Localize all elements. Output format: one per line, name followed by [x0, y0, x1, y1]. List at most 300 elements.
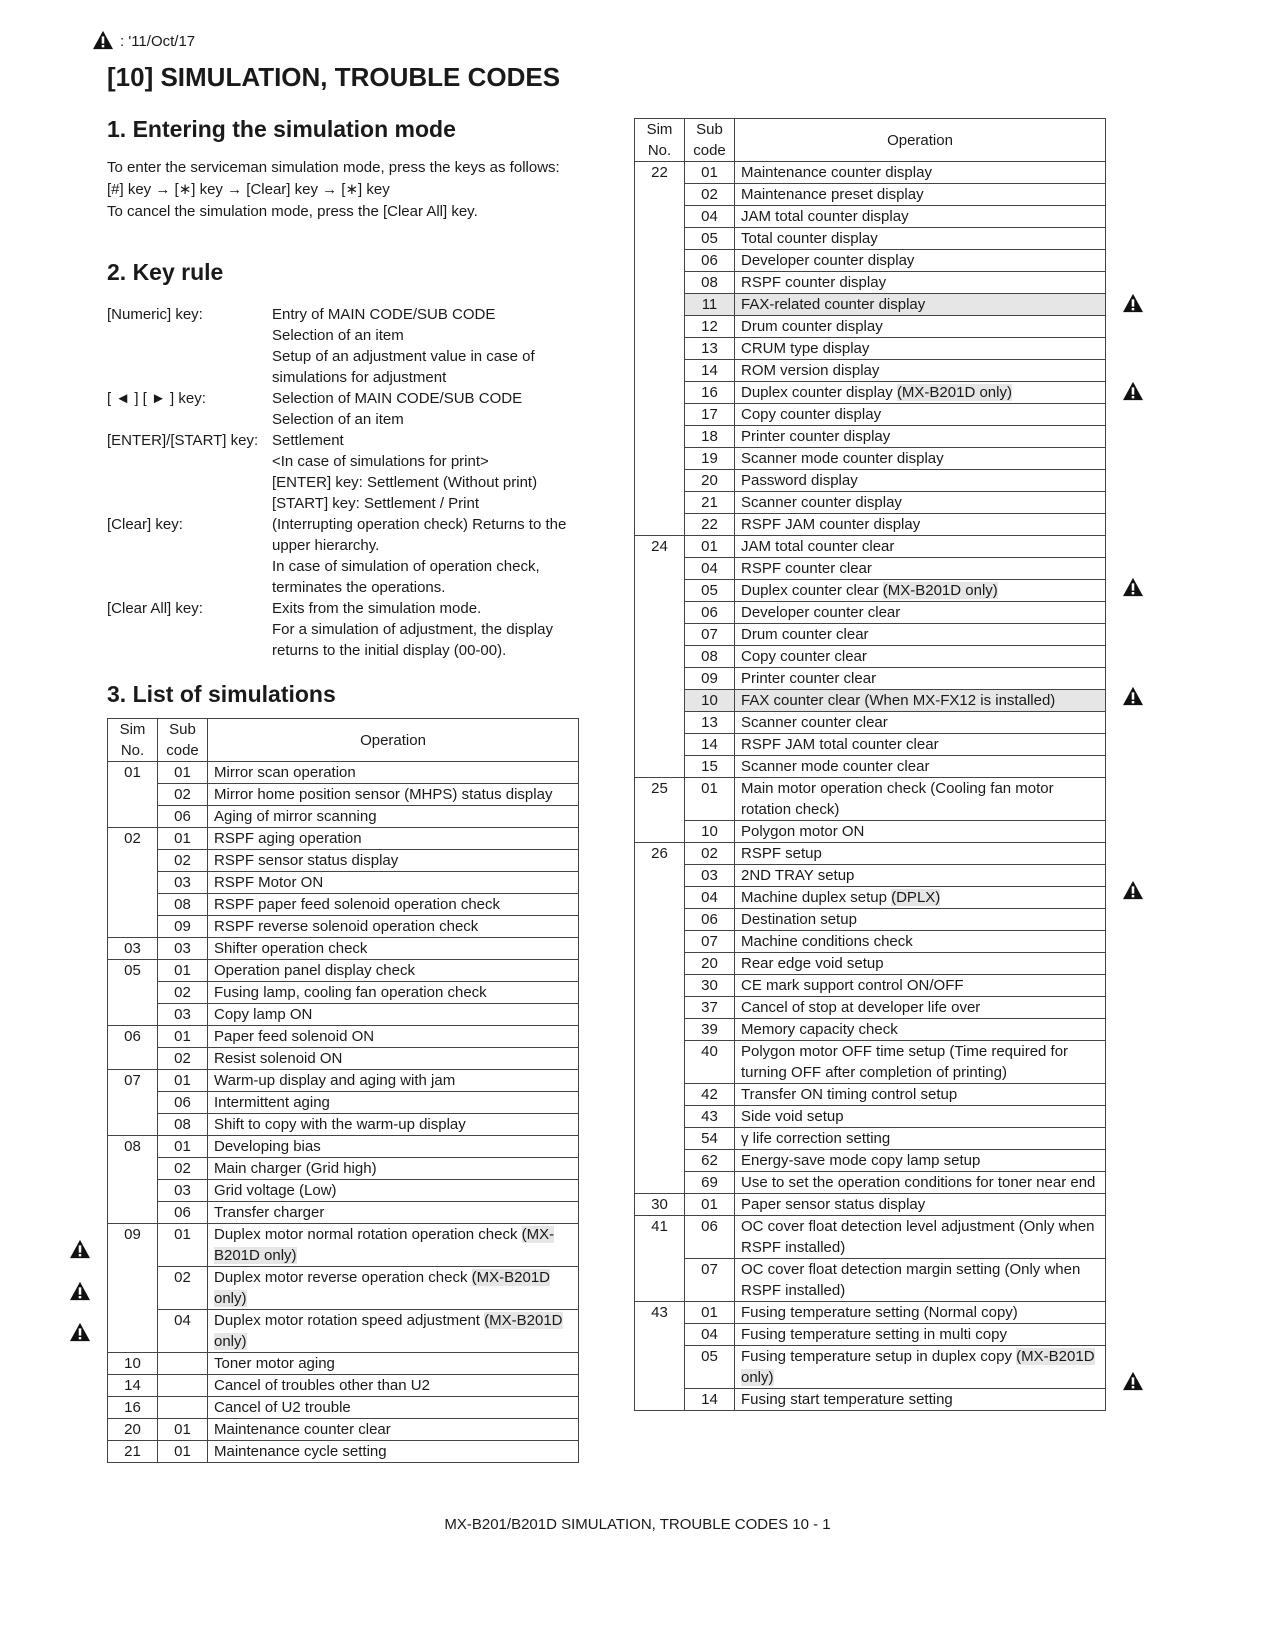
operation-text: Transfer ON timing control setup [741, 1086, 958, 1103]
section-title: 2. Key rule [107, 259, 224, 285]
table-row [108, 1136, 579, 1158]
key-rule-row [107, 430, 579, 514]
operation-text: Fusing temperature setup in duplex copy [741, 1348, 1012, 1365]
sub-code: 06 [685, 909, 735, 931]
table-row [108, 1158, 579, 1180]
operation-cell [208, 1310, 579, 1353]
operation-cell [735, 316, 1106, 338]
operation-cell [735, 448, 1106, 470]
operation-cell [735, 206, 1106, 228]
sub-code: 02 [158, 982, 208, 1004]
col-header-sim: Sim No. [635, 119, 685, 162]
sub-code: 13 [685, 338, 735, 360]
operation-cell [208, 960, 579, 982]
key-rule-key: [ENTER]/[START] key: [107, 432, 259, 449]
operation-cell [735, 1324, 1106, 1346]
operation-text: Drum counter clear [741, 626, 869, 643]
table-row [635, 1106, 1106, 1128]
operation-cell [208, 828, 579, 850]
sub-code: 03 [158, 1180, 208, 1202]
operation-text: Destination setup [741, 911, 857, 928]
table-row [635, 162, 1106, 184]
sub-code: 01 [685, 162, 735, 184]
operation-cell [735, 778, 1106, 821]
sim-number: 03 [108, 938, 158, 960]
warning-triangle-icon [1122, 293, 1144, 313]
operation-text: Scanner counter clear [741, 714, 888, 731]
table-row [108, 784, 579, 806]
operation-text: Cancel of troubles other than U2 [214, 1377, 430, 1394]
sub-code: 02 [158, 1267, 208, 1310]
sub-code: 10 [685, 690, 735, 712]
table-row [635, 931, 1106, 953]
sim-number: 30 [635, 1194, 685, 1216]
section-title: 3. List of simulations [107, 681, 336, 707]
operation-text: Mirror scan operation [214, 764, 356, 781]
table-row [635, 382, 1106, 404]
operation-cell [208, 916, 579, 938]
col-header-sim: Sim No. [108, 719, 158, 762]
sim-number: 10 [108, 1353, 158, 1375]
table-row [635, 1084, 1106, 1106]
table-row [635, 887, 1106, 909]
operation-cell [735, 690, 1106, 712]
sub-code: 04 [685, 558, 735, 580]
sub-code: 16 [685, 382, 735, 404]
table-row [108, 1070, 579, 1092]
key-rule-key: [Numeric] key: [107, 306, 203, 323]
table-row [635, 1128, 1106, 1150]
operation-text: Scanner mode counter display [741, 450, 944, 467]
operation-cell [208, 1026, 579, 1048]
table-row [635, 250, 1106, 272]
sub-code: 03 [158, 938, 208, 960]
operation-text: Developing bias [214, 1138, 321, 1155]
table-row [635, 624, 1106, 646]
operation-text: Memory capacity check [741, 1021, 898, 1038]
operation-text: Copy counter display [741, 406, 882, 423]
sub-code: 04 [158, 1310, 208, 1353]
operation-cell [735, 931, 1106, 953]
operation-cell [735, 953, 1106, 975]
operation-text: Polygon motor OFF time setup (Time required for turning OFF after completion of printing) [741, 1043, 1069, 1081]
sim-number: 05 [108, 960, 158, 1026]
operation-text: Drum counter display [741, 318, 883, 335]
operation-highlight: (MX-B201D only) [741, 1348, 1095, 1386]
col-header-operation: Operation [735, 119, 1106, 162]
sim-number: 06 [108, 1026, 158, 1070]
sub-code: 15 [685, 756, 735, 778]
key-rule-description-line: Settlement [272, 432, 344, 449]
operation-text: Grid voltage (Low) [214, 1182, 337, 1199]
sub-code: 08 [685, 646, 735, 668]
operation-cell [735, 843, 1106, 865]
sub-code: 22 [685, 514, 735, 536]
operation-text: RSPF sensor status display [214, 852, 399, 869]
key-rule-description [272, 388, 579, 430]
operation-text: Intermittent aging [214, 1094, 330, 1111]
table-row [108, 762, 579, 784]
table-row [108, 1092, 579, 1114]
operation-text: Developer counter clear [741, 604, 901, 621]
operation-cell [735, 558, 1106, 580]
operation-text: RSPF Motor ON [214, 874, 324, 891]
sub-code: 03 [685, 865, 735, 887]
table-row [108, 872, 579, 894]
warning-triangle-icon [1122, 880, 1144, 900]
operation-text: FAX counter clear (When MX-FX12 is installed) [741, 692, 1056, 709]
sim-number: 07 [108, 1070, 158, 1136]
operation-cell [735, 250, 1106, 272]
table-row [635, 821, 1106, 843]
operation-text: Paper feed solenoid ON [214, 1028, 375, 1045]
table-row [108, 1048, 579, 1070]
operation-cell [735, 997, 1106, 1019]
sub-code [158, 1353, 208, 1375]
table-row [635, 1302, 1106, 1324]
operation-cell [735, 1128, 1106, 1150]
operation-cell [735, 668, 1106, 690]
sub-code: 02 [158, 850, 208, 872]
key-rule-list [107, 304, 579, 661]
sub-code: 42 [685, 1084, 735, 1106]
page-footer: MX-B201/B201D SIMULATION, TROUBLE CODES 10 - 1 [444, 1516, 831, 1533]
operation-cell [208, 784, 579, 806]
sub-code: 05 [685, 1346, 735, 1389]
table-row [635, 1216, 1106, 1259]
operation-text: Password display [741, 472, 858, 489]
table-row [635, 184, 1106, 206]
operation-cell [735, 492, 1106, 514]
operation-text: Duplex counter display [741, 384, 893, 401]
section-title: 1. Entering the simulation mode [107, 116, 456, 142]
operation-text: Operation panel display check [214, 962, 415, 979]
sub-code: 06 [158, 1092, 208, 1114]
operation-cell [735, 514, 1106, 536]
sub-code: 07 [685, 624, 735, 646]
table-row [108, 894, 579, 916]
key-rule-description-line: For a simulation of adjustment, the display returns to the initial display (00-00). [272, 621, 553, 659]
operation-cell [208, 982, 579, 1004]
operation-cell [735, 646, 1106, 668]
table-row [108, 1353, 579, 1375]
operation-cell [735, 975, 1106, 997]
sim-number: 02 [108, 828, 158, 938]
sub-code: 54 [685, 1128, 735, 1150]
operation-cell [735, 1041, 1106, 1084]
operation-text: RSPF JAM total counter clear [741, 736, 939, 753]
table-row [635, 294, 1106, 316]
operation-text: Aging of mirror scanning [214, 808, 377, 825]
operation-cell [735, 909, 1106, 931]
key-rule-description-line: In case of simulation of operation check, terminates the operations. [272, 558, 540, 596]
key-rule-key: [ ◄ ] [ ► ] key: [107, 390, 206, 407]
sub-code: 12 [685, 316, 735, 338]
operation-cell [735, 294, 1106, 316]
key-rule-row [107, 304, 579, 388]
operation-cell [208, 1048, 579, 1070]
operation-text: RSPF reverse solenoid operation check [214, 918, 479, 935]
operation-cell [735, 756, 1106, 778]
sub-code: 04 [685, 1324, 735, 1346]
table-row [108, 806, 579, 828]
sub-code: 10 [685, 821, 735, 843]
warning-triangle-icon [92, 30, 114, 50]
key-rule-description-line: Setup of an adjustment value in case of simulations for adjustment [272, 348, 535, 386]
operation-text: 2ND TRAY setup [741, 867, 855, 884]
sim-number: 22 [635, 162, 685, 536]
key-rule-description-line: (Interrupting operation check) Returns to the upper hierarchy. [272, 516, 567, 554]
operation-cell [735, 712, 1106, 734]
table-row [635, 778, 1106, 821]
operation-highlight: (MX-B201D only) [882, 582, 998, 599]
keys-sequence: [#] key → [∗] key → [Clear] key → [∗] key [107, 181, 390, 198]
operation-text: Polygon motor ON [741, 823, 865, 840]
section-key-rule [107, 259, 579, 661]
operation-cell [208, 1136, 579, 1158]
operation-cell [735, 821, 1106, 843]
operation-cell [208, 1375, 579, 1397]
revision-note [92, 30, 195, 50]
operation-cell [208, 806, 579, 828]
sub-code: 01 [685, 1302, 735, 1324]
sim-number: 25 [635, 778, 685, 843]
operation-text: Fusing start temperature setting [741, 1391, 953, 1408]
table-row [108, 1180, 579, 1202]
operation-text: Copy counter clear [741, 648, 867, 665]
operation-cell [735, 1084, 1106, 1106]
operation-cell [208, 1070, 579, 1092]
table-row [635, 426, 1106, 448]
section-entering-simulation [107, 116, 579, 223]
table-row [635, 756, 1106, 778]
table-row [635, 975, 1106, 997]
table-row [635, 1172, 1106, 1194]
operation-text: Main charger (Grid high) [214, 1160, 377, 1177]
sim-number: 26 [635, 843, 685, 1194]
operation-cell [208, 1353, 579, 1375]
operation-text: Maintenance counter clear [214, 1421, 391, 1438]
sub-code: 05 [685, 228, 735, 250]
operation-text: Scanner counter display [741, 494, 902, 511]
warning-triangle-icon [1122, 1371, 1144, 1391]
operation-cell [735, 360, 1106, 382]
key-rule-key: [Clear] key: [107, 516, 183, 533]
table-row [635, 492, 1106, 514]
operation-cell [208, 850, 579, 872]
operation-text: Fusing temperature setting in multi copy [741, 1326, 1007, 1343]
revision-date: : '11/Oct/17 [120, 33, 196, 50]
sim-number: 14 [108, 1375, 158, 1397]
sub-code: 09 [158, 916, 208, 938]
table-row [635, 1346, 1106, 1389]
operation-cell [735, 228, 1106, 250]
sub-code: 02 [158, 1158, 208, 1180]
table-row [635, 448, 1106, 470]
operation-cell [208, 1267, 579, 1310]
table-row [635, 602, 1106, 624]
operation-cell [735, 580, 1106, 602]
operation-cell [208, 1158, 579, 1180]
operation-text: RSPF aging operation [214, 830, 362, 847]
operation-cell [735, 624, 1106, 646]
table-row [108, 1310, 579, 1353]
table-row [635, 558, 1106, 580]
operation-text: Scanner mode counter clear [741, 758, 930, 775]
operation-text: Duplex motor rotation speed adjustment [214, 1312, 480, 1329]
table-row [108, 1004, 579, 1026]
sub-code: 09 [685, 668, 735, 690]
operation-cell [735, 184, 1106, 206]
warning-triangle-icon [1122, 577, 1144, 597]
operation-text: γ life correction setting [741, 1130, 891, 1147]
operation-cell [735, 1302, 1106, 1324]
operation-text: Shifter operation check [214, 940, 368, 957]
key-rule-description-line: Selection of MAIN CODE/SUB CODE [272, 390, 523, 407]
sub-code: 20 [685, 470, 735, 492]
operation-text: Toner motor aging [214, 1355, 335, 1372]
operation-cell [208, 1180, 579, 1202]
operation-cell [735, 338, 1106, 360]
operation-text: RSPF setup [741, 845, 822, 862]
sub-code: 43 [685, 1106, 735, 1128]
operation-text: Developer counter display [741, 252, 915, 269]
operation-text: Mirror home position sensor (MHPS) status display [214, 786, 553, 803]
operation-text: Rear edge void setup [741, 955, 884, 972]
table-row [635, 843, 1106, 865]
operation-text: Transfer charger [214, 1204, 325, 1221]
table-row [635, 206, 1106, 228]
warning-triangle-icon [1122, 381, 1144, 401]
table-row [635, 953, 1106, 975]
table-row [635, 1041, 1106, 1084]
operation-text: Resist solenoid ON [214, 1050, 343, 1067]
operation-cell [735, 382, 1106, 404]
operation-cell [735, 1019, 1106, 1041]
operation-cell [208, 1004, 579, 1026]
table-row [635, 316, 1106, 338]
sub-code: 20 [685, 953, 735, 975]
sim-number: 16 [108, 1397, 158, 1419]
col-header-sub: Sub code [158, 719, 208, 762]
table-row [635, 228, 1106, 250]
operation-cell [735, 426, 1106, 448]
table-row [635, 272, 1106, 294]
sub-code: 06 [685, 1216, 735, 1259]
sim-number: 24 [635, 536, 685, 778]
operation-text: Maintenance counter display [741, 164, 932, 181]
sub-code: 01 [685, 1194, 735, 1216]
operation-text: CE mark support control ON/OFF [741, 977, 964, 994]
sub-code [158, 1397, 208, 1419]
operation-text: Machine conditions check [741, 933, 913, 950]
table-row [108, 1267, 579, 1310]
sub-code: 08 [158, 894, 208, 916]
key-rule-description [272, 514, 579, 598]
operation-cell [735, 404, 1106, 426]
sub-code: 02 [158, 1048, 208, 1070]
operation-text: Printer counter clear [741, 670, 877, 687]
operation-text: Copy lamp ON [214, 1006, 313, 1023]
sub-code: 03 [158, 1004, 208, 1026]
sim-number: 20 [108, 1419, 158, 1441]
key-rule-description [272, 304, 579, 388]
operation-text: Cancel of U2 trouble [214, 1399, 351, 1416]
sub-code: 14 [685, 1389, 735, 1411]
key-rule-key: [Clear All] key: [107, 600, 203, 617]
operation-cell [735, 1150, 1106, 1172]
table-row [635, 865, 1106, 887]
sub-code: 62 [685, 1150, 735, 1172]
sub-code: 01 [158, 762, 208, 784]
table-row [108, 916, 579, 938]
operation-text: JAM total counter clear [741, 538, 895, 555]
operation-cell [735, 602, 1106, 624]
operation-cell [735, 1389, 1106, 1411]
operation-text: Main motor operation check (Cooling fan motor rotation check) [741, 780, 1054, 818]
sub-code: 02 [158, 784, 208, 806]
sub-code: 30 [685, 975, 735, 997]
table-row [635, 997, 1106, 1019]
sub-code: 19 [685, 448, 735, 470]
sim-number: 21 [108, 1441, 158, 1463]
table-row [635, 734, 1106, 756]
key-rule-row [107, 514, 579, 598]
sub-code: 04 [685, 206, 735, 228]
table-row [108, 982, 579, 1004]
operation-text: RSPF JAM counter display [741, 516, 921, 533]
sub-code: 11 [685, 294, 735, 316]
table-row [635, 712, 1106, 734]
sub-code: 08 [685, 272, 735, 294]
table-row [108, 1441, 579, 1463]
table-row [635, 909, 1106, 931]
sub-code: 17 [685, 404, 735, 426]
col-header-sub: Sub code [685, 119, 735, 162]
operation-text: Printer counter display [741, 428, 891, 445]
table-row [108, 828, 579, 850]
sub-code: 06 [158, 1202, 208, 1224]
operation-text: ROM version display [741, 362, 880, 379]
page-title: [10] SIMULATION, TROUBLE CODES [107, 62, 561, 92]
operation-cell [735, 1346, 1106, 1389]
operation-text: Maintenance cycle setting [214, 1443, 387, 1460]
table-row [635, 1259, 1106, 1302]
operation-text: Duplex motor reverse operation check [214, 1269, 468, 1286]
sim-number: 08 [108, 1136, 158, 1224]
operation-highlight: (MX-B201D only) [214, 1269, 550, 1307]
key-rule-description [272, 430, 579, 514]
table-row [108, 1202, 579, 1224]
operation-cell [735, 1106, 1106, 1128]
key-rule-description-line: [START] key: Settlement / Print [272, 495, 480, 512]
operation-cell [735, 536, 1106, 558]
sub-code: 01 [158, 1441, 208, 1463]
table-row [635, 360, 1106, 382]
key-rule-row [107, 598, 579, 661]
cancel-instruction: To cancel the simulation mode, press the [Clear All] key. [107, 203, 478, 220]
operation-text: Duplex counter clear [741, 582, 879, 599]
sub-code: 07 [685, 931, 735, 953]
sub-code: 14 [685, 734, 735, 756]
operation-cell [735, 887, 1106, 909]
table-row [108, 850, 579, 872]
operation-cell [208, 762, 579, 784]
sub-code: 02 [685, 843, 735, 865]
section-list-of-simulations [107, 681, 336, 722]
table-row [635, 1019, 1106, 1041]
sim-number: 09 [108, 1224, 158, 1353]
